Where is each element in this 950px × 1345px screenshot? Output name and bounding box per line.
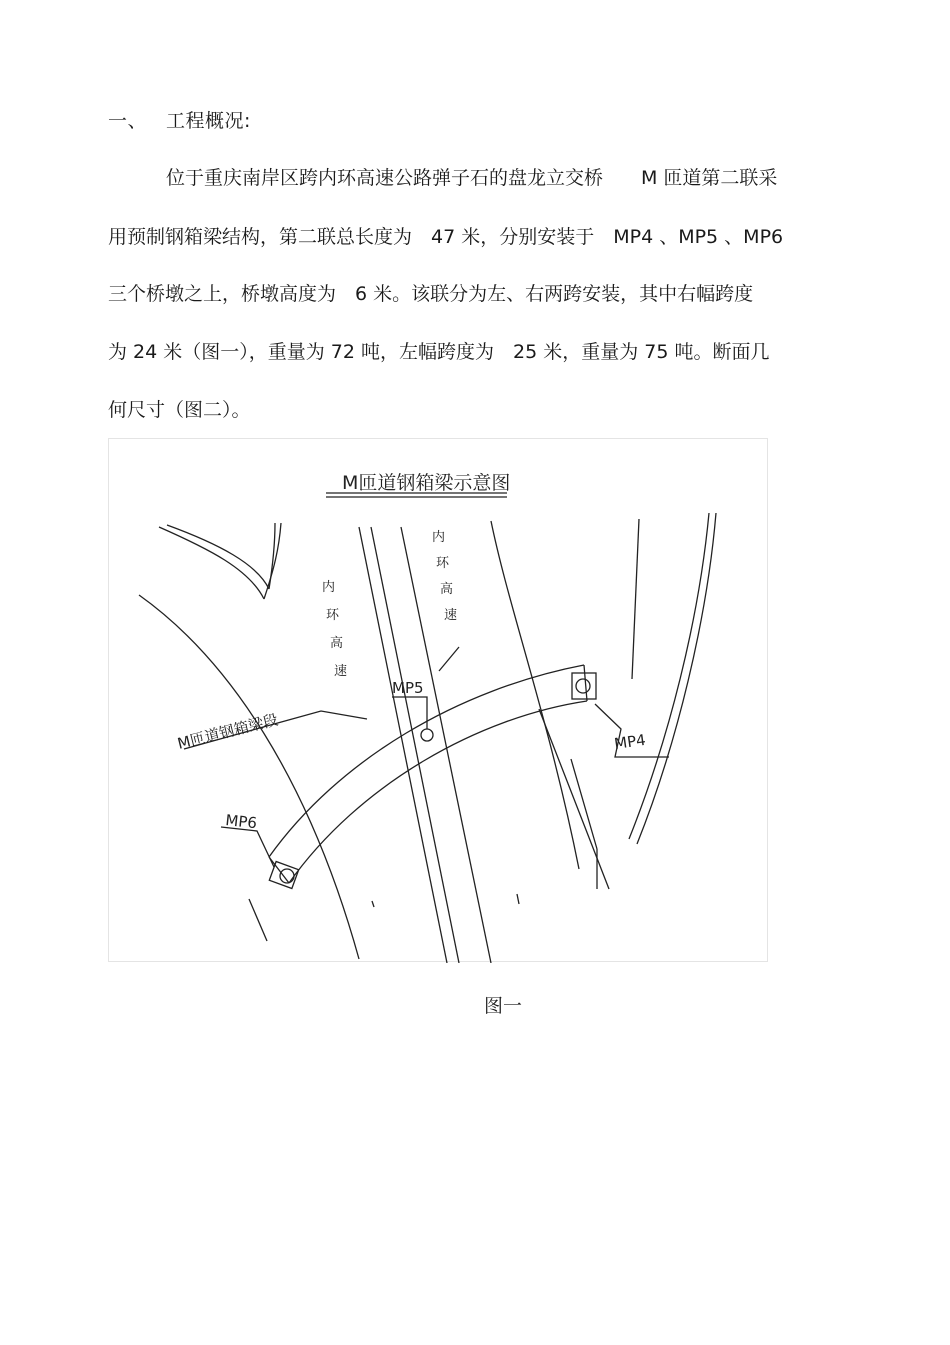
- paragraph-line-1: [166, 163, 842, 190]
- dash-mark: [517, 894, 519, 904]
- paragraph-line-5: [108, 395, 842, 422]
- paragraph-line-4: [108, 337, 842, 364]
- girder-end-right: [584, 665, 587, 701]
- paragraph-line-3: [108, 279, 842, 306]
- ramp-curve-inner: [167, 525, 269, 589]
- road-right-line-1: [491, 521, 579, 869]
- road-label-left-char-3: 高: [330, 636, 344, 651]
- paragraph-text-1: 位于重庆南岸区跨内环高速公路弹子石的盘龙立交桥 M 匝道第二联采: [166, 167, 778, 189]
- road-label-left-char-2: 环: [326, 608, 340, 623]
- road-far-right-1: [632, 519, 639, 679]
- road-right-line-3: [571, 759, 597, 849]
- road-label-right-char-2: 环: [436, 556, 450, 571]
- section-heading: [108, 106, 251, 133]
- road-label-left-char-1: 内: [322, 580, 336, 595]
- road-label-right-char-4: 速: [444, 608, 458, 623]
- pier-label-mp6: MP6: [224, 811, 258, 833]
- segment-label: M匝道钢箱梁段: [175, 710, 280, 753]
- road-left-curve: [139, 595, 359, 959]
- road-label-left-char-4: 速: [334, 664, 348, 679]
- mp4-pier-marker: [576, 679, 590, 693]
- road-left-stub: [249, 899, 267, 941]
- paragraph-text-2: 用预制钢箱梁结构，第二联总长度为 47 米，分别安装于 MP4 、MP5 、MP6: [108, 226, 784, 248]
- paragraph-line-2: [108, 222, 842, 249]
- section-number: 一、: [108, 110, 148, 132]
- pier-label-mp5: MP5: [392, 679, 424, 697]
- road-label-right: [432, 529, 457, 623]
- paragraph-text-5: 何尺寸（图二）。: [108, 399, 251, 421]
- bridge-diagram: [109, 439, 769, 963]
- ramp-curve-return-inner: [269, 523, 275, 589]
- highway-line-1: [359, 527, 447, 963]
- figure-title: M匝道钢箱梁示意图: [342, 472, 511, 494]
- road-far-right-3: [637, 513, 716, 844]
- mp5-pier-marker: [421, 729, 433, 741]
- dash-mark-2: [372, 901, 374, 907]
- figure-caption: 图一: [484, 995, 523, 1017]
- pier-label-mp4: MP4: [613, 730, 647, 753]
- mp6-leader: [221, 827, 274, 867]
- section-title: 工程概况:: [166, 110, 251, 132]
- figure-diagram: [108, 438, 768, 962]
- road-right-line-2: [539, 709, 609, 889]
- road-label-left: [322, 579, 347, 679]
- paragraph-text-4: 为 24 米（图一），重量为 72 吨，左幅跨度为 25 米，重量为 75 吨。断面几: [108, 341, 770, 363]
- road-label-right-char-3: 高: [440, 582, 454, 597]
- paragraph-text-3: 三个桥墩之上，桥墩高度为 6 米。该联分为左、右两跨安装，其中右幅跨度: [108, 283, 754, 305]
- road-far-right-2: [629, 513, 709, 839]
- road-label-pointer: [439, 647, 459, 671]
- girder-end-left: [269, 857, 289, 883]
- ramp-curve-outer: [159, 527, 264, 599]
- road-label-right-char-1: 内: [432, 530, 446, 545]
